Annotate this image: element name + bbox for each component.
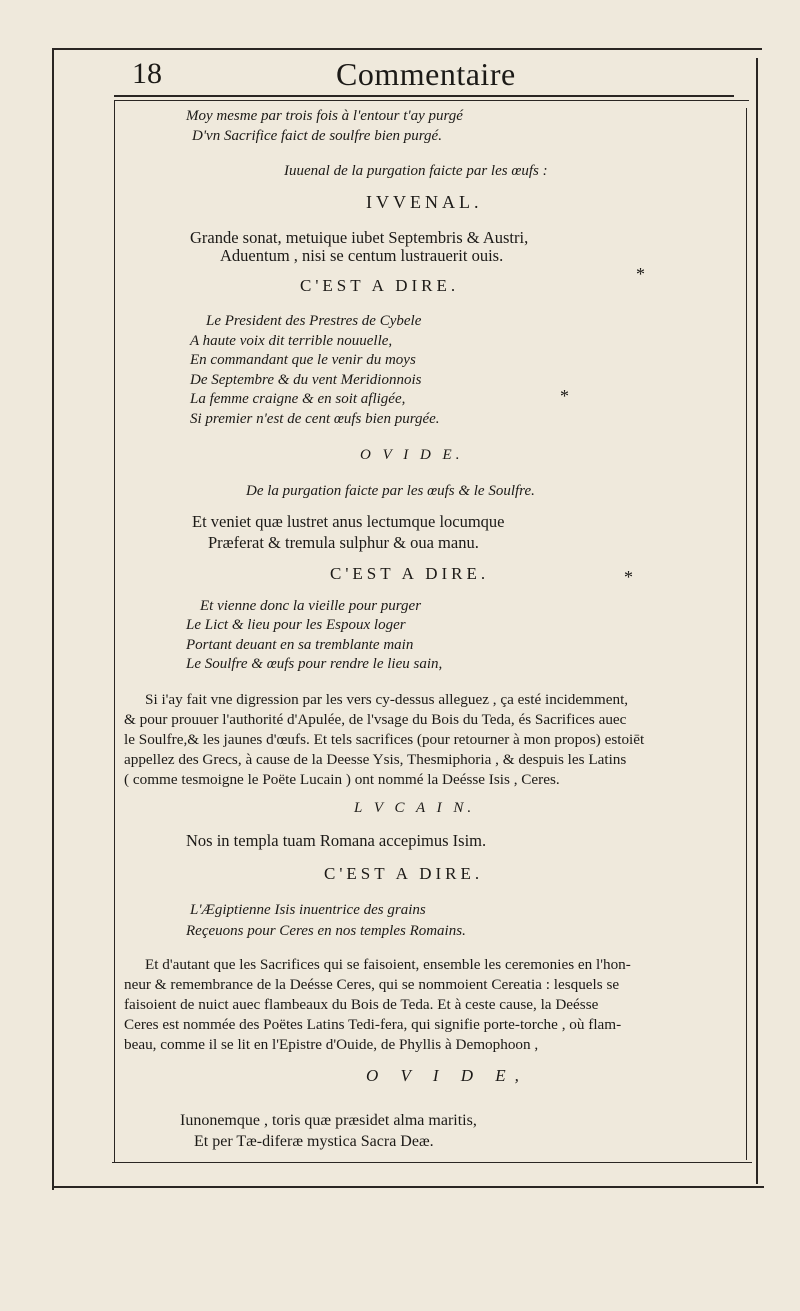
- prose-line: Et d'autant que les Sacrifices qui se faisoient, ensemble les ceremonies en l'hon-: [145, 956, 631, 973]
- verse-line: Moy mesme par trois fois à l'entour t'ay purgé: [186, 108, 463, 124]
- verse-line: Le Soulfre & œufs pour rendre le lieu sain,: [186, 656, 443, 672]
- verse-line: Si premier n'est de cent œufs bien purgée.: [190, 411, 440, 427]
- section-heading-cest-a-dire: C'EST A DIRE.: [324, 864, 484, 883]
- caption: Iuuenal de la purgation faicte par les œufs :: [284, 163, 548, 179]
- verse-line: La femme craigne & en soit afligée,: [190, 391, 406, 407]
- section-heading-cest-a-dire: C'EST A DIRE.: [300, 276, 460, 295]
- asterisk-mark: *: [624, 567, 633, 587]
- section-heading-ovide: O V I D E,: [366, 1066, 528, 1085]
- verse-line: Le President des Prestres de Cybele: [206, 313, 422, 329]
- inner-bottom-rule: [112, 1162, 752, 1163]
- verse-line: L'Ægiptienne Isis inuentrice des grains: [190, 902, 426, 918]
- outer-bottom-rule: [52, 1186, 764, 1188]
- verse-line: Portant deuant en sa tremblante main: [186, 637, 414, 653]
- section-heading-ovide: O V I D E.: [360, 447, 464, 463]
- prose-line: Si i'ay fait vne digression par les vers cy-dessus alleguez , ça esté incidemment,: [145, 691, 629, 708]
- verse-line: D'vn Sacrifice faict de soulfre bien purgé.: [192, 128, 442, 144]
- section-heading-cest-a-dire: C'EST A DIRE.: [330, 564, 490, 583]
- verse-line: En commandant que le venir du moys: [190, 352, 416, 368]
- section-heading-lucain: L V C A I N.: [354, 800, 476, 816]
- caption: De la purgation faicte par les œufs & le Soulfre.: [246, 483, 535, 499]
- verse-line: Et vienne donc la vieille pour purger: [200, 598, 422, 614]
- prose-line: Ceres est nommée des Poëtes Latins Tedi-fera, qui signifie porte-torche , où flam-: [124, 1016, 622, 1033]
- header-rule: [114, 95, 734, 97]
- section-heading-juvenal: IVVENAL.: [366, 192, 483, 212]
- asterisk-mark: *: [636, 264, 645, 284]
- latin-line: Iunonemque , toris quæ præsidet alma maritis,: [180, 1112, 477, 1129]
- page-number: 18: [132, 57, 162, 90]
- latin-line: Præferat & tremula sulphur & oua manu.: [208, 533, 479, 552]
- prose-line: & pour prouuer l'authorité d'Apulée, de l'vsage du Bois du Teda, és Sacrifices auec: [124, 711, 627, 728]
- outer-right-rule: [756, 58, 758, 1184]
- prose-line: ( comme tesmoigne le Poëte Lucain ) ont nommé la Deésse Isis , Ceres.: [124, 771, 560, 788]
- verse-line: Le Lict & lieu pour les Espoux loger: [186, 617, 406, 633]
- prose-line: faisoient de nuict auec flambeaux du Bois de Teda. Et à ceste cause, la Deésse: [124, 996, 599, 1013]
- latin-line: Aduentum , nisi se centum lustrauerit ouis.: [220, 246, 504, 265]
- latin-line: Grande sonat, metuique iubet Septembris & Austri,: [190, 228, 529, 247]
- prose-line: le Soulfre,& les jaunes d'œufs. Et tels sacrifices (pour retourner à mon propos) estoiēt: [124, 731, 645, 748]
- verse-line: A haute voix dit terrible nouuelle,: [190, 333, 393, 349]
- latin-line: Et veniet quæ lustret anus lectumque locumque: [192, 512, 505, 531]
- latin-line: Nos in templa tuam Romana accepimus Isim.: [186, 831, 487, 850]
- prose-line: neur & remembrance de la Deésse Ceres, qui se nommoient Cereatia : lesquels se: [124, 976, 620, 993]
- verse-line: Reçeuons pour Ceres en nos temples Romains.: [186, 923, 466, 939]
- inner-right-rule: [746, 108, 747, 1160]
- prose-line: beau, comme il se lit en l'Epistre d'Ouide, de Phyllis à Demophoon ,: [124, 1036, 539, 1053]
- asterisk-mark: *: [560, 386, 569, 406]
- running-head: Commentaire: [336, 56, 516, 92]
- verse-line: De Septembre & du vent Meridionnois: [190, 372, 422, 388]
- latin-line: Et per Tæ-diferæ mystica Sacra Deæ.: [194, 1133, 434, 1150]
- prose-line: appellez des Grecs, à cause de la Deesse Ysis, Thesmiphoria , & despuis les Latins: [124, 751, 627, 768]
